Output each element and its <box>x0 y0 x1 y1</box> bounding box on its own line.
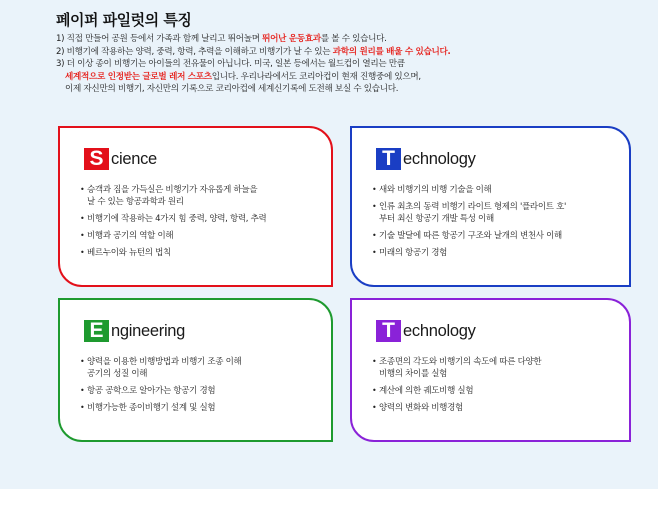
intro-1-highlight: 뛰어난 운동효과 <box>262 34 321 44</box>
intro-text <box>56 33 646 96</box>
science-title: cience <box>111 149 157 168</box>
science-list <box>80 184 321 264</box>
technology-1-list <box>372 184 619 264</box>
intro-line-5: 이제 자신만의 비행기, 자신만의 기록으로 코리아컵에 세계신기록에 도전해 보실 수 있습니다. <box>65 84 399 95</box>
engineering-title: ngineering <box>111 321 186 340</box>
science-letter-badge: S <box>84 148 109 170</box>
list-item: • 인류 최초의 동력 비행기 라이트 형제의 '플라이트 호' 부터 최신 항공기 개발 특성 이해 <box>372 201 619 225</box>
technology-card-1 <box>350 126 631 287</box>
list-item: • 양력의 변화와 비행경험 <box>372 402 619 414</box>
intro-2-text: 2) 비행기에 작용하는 양력, 중력, 항력, 추력을 이해하고 비행기가 날 수 있는 <box>56 46 333 57</box>
intro-line-3: 3) 더 이상 종이 비행기는 아이들의 전유물이 아닙니다. 미국, 일본 등에서는 월드컵이 열리는 만큼 <box>56 59 405 70</box>
list-item: • 미래의 항공기 경험 <box>372 247 619 259</box>
engineering-header <box>84 320 185 342</box>
intro-1-text-end: 를 볼 수 있습니다. <box>320 34 387 44</box>
list-item: • 비행가능한 종이비행기 설계 및 실험 <box>80 402 321 414</box>
page-title: 페이퍼 파일럿의 특징 <box>56 11 192 29</box>
list-item: • 계산에 의한 궤도비행 실험 <box>372 385 619 397</box>
list-item: • 기술 발달에 따른 항공기 구조와 날개의 변천사 이해 <box>372 230 619 242</box>
intro-line-1 <box>56 33 646 46</box>
technology-2-letter-badge: T <box>376 320 401 342</box>
intro-line-2 <box>56 46 646 59</box>
intro-line-4 <box>56 71 646 84</box>
technology-2-list <box>372 356 619 419</box>
list-item: • 베르누이와 뉴턴의 법칙 <box>80 247 321 259</box>
technology-2-title: echnology <box>403 321 476 340</box>
science-header <box>84 148 157 170</box>
intro-2-highlight: 과학의 원리를 배울 수 있습니다. <box>332 46 451 57</box>
technology-2-header <box>376 320 476 342</box>
technology-1-header <box>376 148 476 170</box>
intro-1-text: 1) 직접 만들어 공원 등에서 가족과 함께 날리고 뛰어놀며 <box>56 34 263 44</box>
list-item: • 조종면의 각도와 비행기의 속도에 따른 다양한 비행의 차이를 실험 <box>372 356 619 380</box>
engineering-letter-badge: E <box>84 320 109 342</box>
technology-1-title: echnology <box>403 149 476 168</box>
list-item: • 항공 공학으로 알아가는 항공기 경험 <box>80 385 321 397</box>
engineering-list <box>80 356 321 419</box>
science-card <box>58 126 333 287</box>
list-item: • 승객과 짐을 가득실은 비행기가 자유롭게 하늘을 날 수 있는 항공과학과 원리 <box>80 184 321 208</box>
list-item: • 양력을 이용한 비행방법과 비행기 조종 이해 공기의 성질 이해 <box>80 356 321 380</box>
list-item: • 새와 비행기의 비행 기술을 이해 <box>372 184 619 196</box>
technology-1-letter-badge: T <box>376 148 401 170</box>
intro-3-highlight: 세계적으로 인정받는 글로벌 레저 스포츠 <box>65 71 212 82</box>
technology-card-2 <box>350 298 631 442</box>
list-item: • 비행과 공기의 역할 이해 <box>80 230 321 242</box>
list-item: • 비행기에 작용하는 4가지 힘 중력, 양력, 항력, 추력 <box>80 213 321 225</box>
intro-3-text: 입니다. 우리나라에서도 코리아컵이 현재 진행중에 있으며, <box>211 71 421 82</box>
engineering-card <box>58 298 333 442</box>
